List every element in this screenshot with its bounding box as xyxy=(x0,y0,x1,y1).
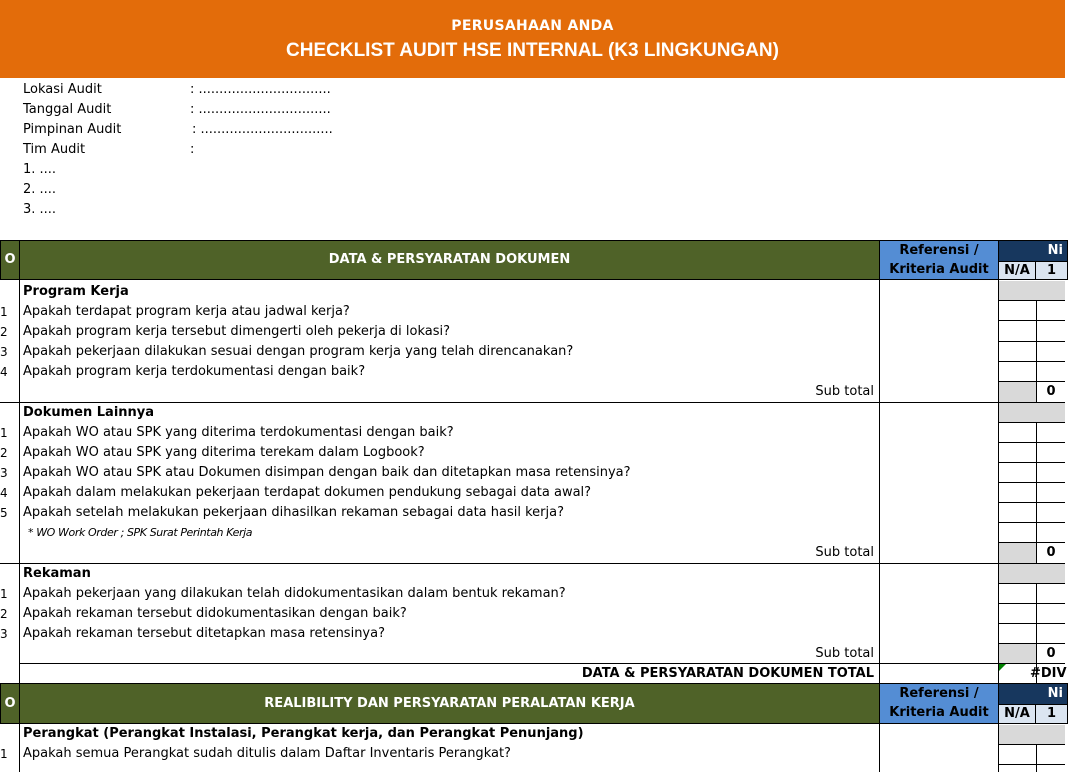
item-number: 1 xyxy=(0,587,8,601)
info-value[interactable]: : ................................ xyxy=(190,102,331,117)
item-number: 5 xyxy=(0,506,8,520)
subtotal-value: 0 xyxy=(1046,545,1056,560)
reference-header: Referensi / Kriteria Audit xyxy=(879,683,999,724)
grid-line xyxy=(879,724,880,772)
checklist-item: Apakah pekerjaan dilakukan sesuai dengan program kerja yang telah direncanakan? xyxy=(23,344,574,359)
score-1-column-header: 1 xyxy=(1035,704,1068,724)
checklist-item: Apakah WO atau SPK yang diterima terekam dalam Logbook? xyxy=(23,445,425,460)
item-number: 3 xyxy=(0,466,8,480)
subtotal-label: Sub total xyxy=(815,545,874,560)
checklist-item: Apakah semua Perangkat sudah ditulis dalam Daftar Inventaris Perangkat? xyxy=(23,746,511,761)
info-label: 2. .... xyxy=(23,182,57,197)
grid-line xyxy=(998,300,1065,301)
checklist-item: Apakah WO atau SPK yang diterima terdokumentasi dengan baik? xyxy=(23,425,454,440)
section-header-title: DATA & PERSYARATAN DOKUMEN xyxy=(19,240,880,280)
grid-line xyxy=(998,603,1065,604)
item-number: 2 xyxy=(0,446,8,460)
info-label: Lokasi Audit xyxy=(23,82,102,97)
item-number: 1 xyxy=(0,426,8,440)
header-banner xyxy=(0,0,1065,78)
item-number: 2 xyxy=(0,607,8,621)
grid-line xyxy=(998,361,1065,362)
item-number: 1 xyxy=(0,747,8,761)
na-column-header: N/A xyxy=(998,261,1036,280)
info-value[interactable]: : xyxy=(190,142,195,157)
company-name: PERUSAHAAN ANDA xyxy=(451,18,614,34)
grid-line xyxy=(998,623,1065,624)
reference-header: Referensi / Kriteria Audit xyxy=(879,240,999,280)
item-number: 3 xyxy=(0,345,8,359)
grid-line xyxy=(879,280,880,683)
checklist-item: Apakah setelah melakukan pekerjaan dihasilkan rekaman sebagai data hasil kerja? xyxy=(23,505,564,520)
checklist-item: Apakah WO atau SPK atau Dokumen disimpan dengan baik dan ditetapkan masa retensinya? xyxy=(23,465,631,480)
section-score-cell xyxy=(999,403,1065,422)
grid-line xyxy=(998,522,1065,523)
grid-line xyxy=(19,280,20,683)
section-title: Rekaman xyxy=(23,566,91,581)
grid-line xyxy=(998,583,1065,584)
checklist-item: Apakah terdapat program kerja atau jadwal kerja? xyxy=(23,304,350,319)
grid-line xyxy=(1036,300,1037,683)
checklist-item: Apakah program kerja terdokumentasi dengan baik? xyxy=(23,364,366,379)
total-value: #DIV xyxy=(1030,666,1067,681)
subtotal-label: Sub total xyxy=(815,646,874,661)
grid-line xyxy=(0,563,1065,564)
section-title: Program Kerja xyxy=(23,284,129,299)
info-label: Tanggal Audit xyxy=(23,102,112,117)
total-label: DATA & PERSYARATAN DOKUMEN TOTAL xyxy=(581,666,874,681)
grid-line xyxy=(0,402,1065,403)
no-column-header: O xyxy=(0,683,20,724)
info-label: Pimpinan Audit xyxy=(23,122,122,137)
checklist-item: Apakah rekaman tersebut didokumentasikan dengan baik? xyxy=(23,606,407,621)
document-title: CHECKLIST AUDIT HSE INTERNAL (K3 LINGKUNGAN) xyxy=(286,40,779,61)
info-value[interactable]: : ................................ xyxy=(190,82,331,97)
info-label: 3. .... xyxy=(23,202,57,217)
grid-line xyxy=(998,422,1065,423)
info-value[interactable]: : ................................ xyxy=(192,122,333,137)
section-title: Perangkat (Perangkat Instalasi, Perangkat kerja, dan Perangkat Penunjang) xyxy=(23,726,584,741)
grid-line xyxy=(998,462,1065,463)
grid-line xyxy=(998,764,1065,765)
checklist-item: Apakah dalam melakukan pekerjaan terdapat dokumen pendukung sebagai data awal? xyxy=(23,485,592,500)
grid-line xyxy=(1036,744,1037,772)
subtotal-label: Sub total xyxy=(815,384,874,399)
checklist-item: Apakah rekaman tersebut ditetapkan masa retensinya? xyxy=(23,626,385,641)
info-label: Tim Audit xyxy=(23,142,86,157)
subtotal-value: 0 xyxy=(1046,646,1056,661)
grid-line xyxy=(998,502,1065,503)
abbreviation-note: * WO Work Order ; SPK Surat Perintah Kerja xyxy=(28,526,253,539)
item-number: 2 xyxy=(0,325,8,339)
error-indicator-icon xyxy=(999,664,1007,672)
subtotal-na-cell xyxy=(999,543,1036,563)
grid-line xyxy=(998,482,1065,483)
no-column-header: O xyxy=(0,240,20,280)
grid-line xyxy=(19,724,20,772)
grid-line xyxy=(998,320,1065,321)
item-number: 4 xyxy=(0,365,8,379)
grid-line xyxy=(19,663,1065,664)
nilai-header: Ni xyxy=(998,240,1068,262)
section-score-cell xyxy=(999,281,1065,300)
grid-line xyxy=(998,442,1065,443)
grid-line xyxy=(998,341,1065,342)
item-number: 1 xyxy=(0,305,8,319)
subtotal-na-cell xyxy=(999,382,1036,402)
subtotal-na-cell xyxy=(999,644,1036,663)
section-title: Dokumen Lainnya xyxy=(23,405,155,420)
score-1-column-header: 1 xyxy=(1035,261,1068,280)
grid-line xyxy=(998,744,1065,745)
subtotal-value: 0 xyxy=(1046,384,1056,399)
na-column-header: N/A xyxy=(998,704,1036,724)
nilai-header: Ni xyxy=(998,683,1068,705)
section-header-title: REALIBILITY DAN PERSYARATAN PERALATAN KERJA xyxy=(19,683,880,724)
item-number: 3 xyxy=(0,627,8,641)
section-score-cell xyxy=(999,725,1065,744)
checklist-item: Apakah pekerjaan yang dilakukan telah didokumentasikan dalam bentuk rekaman? xyxy=(23,586,566,601)
info-label: 1. .... xyxy=(23,162,57,177)
item-number: 4 xyxy=(0,486,8,500)
checklist-item: Apakah program kerja tersebut dimengerti oleh pekerja di lokasi? xyxy=(23,324,451,339)
section-score-cell xyxy=(999,564,1065,583)
